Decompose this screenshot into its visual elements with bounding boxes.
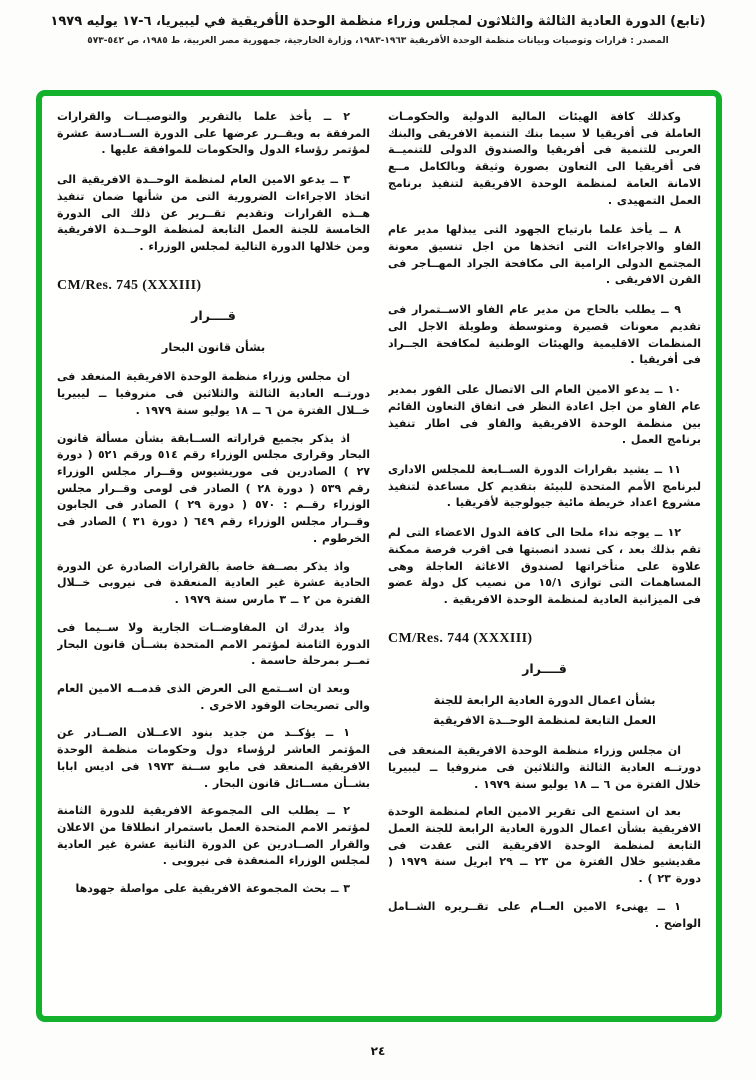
two-column-layout <box>42 96 716 1016</box>
paragraph-item-11: ١١ ــ يشيد بقرارات الدورة الســابعة للمجلس الادارى لبرنامج الأمم المتحدة للبيئة بتقديم كل مساعدة لتنفيذ مشروع اعداد خريطة مائية جيولوجية لأفريقيا . <box>388 462 701 510</box>
paragraph-item-3-745: ٣ ــ بحث المجموعة الافريقية على مواصلة جهودها <box>75 882 350 896</box>
paragraph-recall-special: واذ يذكر بصــفة خاصة بالقرارات الصادرة عن الدورة الحادية عشرة غير العادية المنعقدة فى نيروبى خــلال الفترة من ٢ ــ ٣ مارس سنة ١٩٧٩ . <box>57 559 370 607</box>
column-right <box>388 109 701 1016</box>
resolution-subject-744 <box>388 690 701 731</box>
paragraph-item-1-744: ١ ــ يهنىء الامين العــام على تقــريره الشــامل الواضح . <box>388 899 701 930</box>
paragraph-council-744: ان مجلس وزراء منظمة الوحدة الافريقية المنعقد فى دورتــه العادية الثالثة والثلاثين فى منروفيا ــ ليبيريا خلال الفترة من ٦ ــ ١٨ يوليو سنة ١٩٧٩ . <box>388 744 701 791</box>
column-left <box>57 109 370 1016</box>
paragraph-item-1-745: ١ ــ يؤكــد من جديد بنود الاعــلان الصــادر عن المؤتمر العاشر لرؤساء دول وحكومات منظمة الوحدة الافريقية المنعقد فى مايو ســنة ١٩٧٣ فى اديس ابابا بشــأن مســائل قانون البحار . <box>57 726 370 790</box>
resolution-subject-744-line1: بشأن اعمال الدورة العادية الرابعة للجنة <box>433 692 656 707</box>
content-frame <box>36 90 722 1022</box>
document-header <box>0 14 756 46</box>
paragraph-heard-744: بعد ان استمع الى تقرير الامين العام لمنظمة الوحدة الافريقية بشأن اعمال الدورة العادية الرابعة للجنة العمل التابعة لمنظمة الوحدة الافريقية التى عقدت فى مقديشيو خلال الفترة من ٢٣ ــ ٢٩ ابريل سنة ١٩٧٩ ( دورة ٢٣ ) . <box>388 805 701 886</box>
document-source-line: المصدر : قرارات وتوصيات وبيانات منظمة الوحدة الأفريقية ١٩٦٣-١٩٨٣، وزارة الخارجية، جمهورية مصر العربية، ط ١٩٨٥، ص ٥٤٢-٥٧٣ <box>87 36 669 46</box>
paragraph-item-8: ٨ ــ يأخذ علما بارتياح الجهود التى يبذلها مدير عام الفاو والاجراءات التى اتخذها من اجل تنسيق معونة المجتمع الدولى الرامية الى مكافحة الجراد المهــاجر فى القرن الافريقى . <box>388 223 701 287</box>
paragraph-item-9: ٩ ــ يطلب بالحاح من مدير عام الفاو الاســتمرار فى تقديم معونات قصيرة ومتوسطة وطويلة الاجل الى المنظمات الاقليمية والهيئات الوطنية لمكافحة الجــراد فى أفريقيا . <box>388 303 701 367</box>
paragraph-intro-continuation: وكذلك كافة الهيئات المالية الدولية والحكومـات العاملة فى أفريقيا لا سيما بنك التنمية الافريقى والبنك العربى للتنمية فى أفريقيا والصندوق الدولى للتنميــة فى أفريقيا الى التعاون بصورة وثيقة وبالكامل مــع الامانة العامة لمنظمة الوحدة الافريقية لتنفيذ برنامج العمل التمهيدى . <box>388 110 701 207</box>
paragraph-heard-745: وبعد ان اســتمع الى العرض الذى قدمــه الامين العام والى تصريحات الوفود الاخرى . <box>57 681 370 712</box>
paragraph-council-745: ان مجلس وزراء منظمة الوحدة الافريقية المنعقد فى دورتــه العادية الثالثة والثلاثين فى منروفيا ــ ليبيريا خــلال الفترة من ٦ ــ ١٨ يوليو سنة ١٩٧٩ . <box>57 370 370 417</box>
document-title: (تابع) الدورة العادية الثالثة والثلاثون لمجلس وزراء منظمة الوحدة الأفريقية في ليبيريا، ٦-١٧ يوليه ١٩٧٩ <box>50 14 706 29</box>
paragraph-recall-resolutions: اذ يذكر بجميع قراراته الســابقة بشأن مسألة قانون البحار وقرارى مجلس الوزراء رقم ٥١٤ ورقم ٥٢١ ( دورة ٢٧ ) الصادرين فى موريشيوس وقــرار مجلس الوزراء رقم ٥٣٩ ( دورة ٢٨ ) الصادر فى لومى وقــرار مجلس الوزراء رقــم : ٥٧٠ ( دورة ٢٩ ) الصادر فى الجابون وقــرار مجلس الوزراء رقم ٦٤٩ ( دورة ٣١ ) الصادر فى الخرطوم . <box>57 431 370 545</box>
paragraph-item-3: ٣ ــ يدعو الامين العام لمنظمة الوحــدة الافريقية الى اتخاذ الاجراءات الضرورية التى من شأنها ضمان تنفيذ هــذه القرارات وتقديم تقــرير عن ذلك الى الدورة الخامسة للجنة العمل التابعة لمنظمة الوحــدة الافريقية ومن خلالها الدورة التالية لمجلس الوزراء . <box>57 173 370 254</box>
paragraph-item-12: ١٢ ــ يوجه نداء ملحا الى كافة الدول الاعضاء التى لم تقم بذلك بعد ، كى تسدد انصبتها فى اقرب فرصة ممكنة علاوة على متأخراتها لصندوق الاغاثة العاجلة وهى المساهمات التى توازى ١٥/١ من نصيب كل دولة عضو فى الميزانية العادية لمنظمة الوحدة الافريقية . <box>388 526 701 606</box>
paragraph-item-10: ١٠ ــ يدعو الامين العام الى الاتصال على الفور بمدير عام الفاو من اجل اعادة النظر فى اتفاق التعاون القائم بين منظمة الوحدة الافريقية والفاو فى اطار تنفيذ برنامج العمل . <box>388 383 701 447</box>
paragraph-aware-negotiations: واذ يدرك ان المفاوضــات الجارية ولا ســيما فى الدورة الثامنة لمؤتمر الامم المتحدة بشــأن قانون البحار تمــر بمرحلة حاسمة . <box>57 620 370 668</box>
resolution-heading-744: قــــرار <box>522 660 567 676</box>
resolution-subject-744-line2: العمل التابعة لمنظمة الوحــدة الافريقية <box>433 713 656 728</box>
resolution-subject-745: بشأن قانون البحار <box>161 339 266 354</box>
resolution-code-745: CM/Res. 745 (XXXIII) <box>57 277 202 293</box>
resolution-heading-745: قــــرار <box>191 307 236 323</box>
paragraph-item-2-745: ٢ ــ يطلب الى المجموعة الافريقية للدورة الثامنة لمؤتمر الامم المتحدة العمل باستمرار انطلاقا من الاعلان والقرار الصــادرين عن الدورة الثانية عشرة غير العادية لمجلس الوزراء المنعقدة فى نيروبى . <box>57 804 370 868</box>
paragraph-item-2: ٢ ــ يأخذ علما بالتقرير والتوصيــات والقرارات المرفقة به ويقــرر عرضها على الدورة الســادسة عشرة لمؤتمر رؤساء الدول والحكومات للموافقة عليها . <box>57 110 370 157</box>
resolution-code-744: CM/Res. 744 (XXXIII) <box>388 630 533 646</box>
page-number: ٢٤ <box>370 1044 386 1058</box>
